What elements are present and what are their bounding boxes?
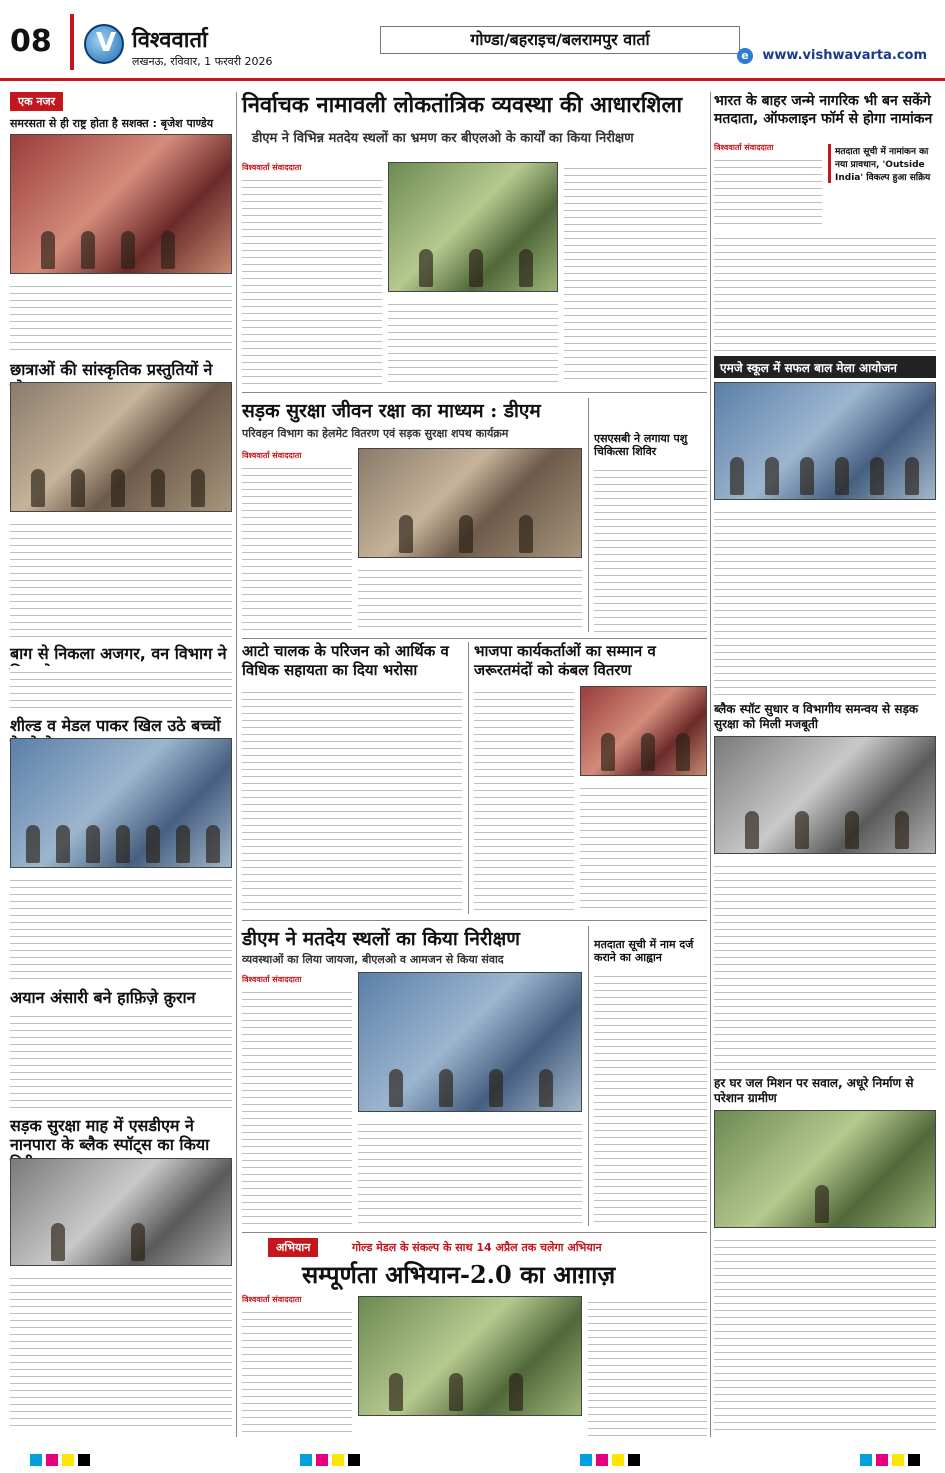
article-body: [10, 666, 232, 710]
section-title: गोण्डा/बहराइच/बलरामपुर वार्ता: [380, 26, 740, 54]
article-body: [580, 782, 707, 914]
article-headline: एसएसबी ने लगाया पशु चिकित्सा शिविर: [594, 432, 688, 458]
section-rule: [242, 392, 707, 393]
brand-name: विश्ववार्ता: [132, 28, 208, 53]
article-headline: हर घर जल मिशन पर सवाल, अधूरे निर्माण से परेशान ग्रामीण: [714, 1076, 914, 1105]
column-rule: [588, 926, 589, 1226]
article-title: समरसता से ही राष्ट्र होता है सशक्त : बृजेश पाण्डेय: [10, 117, 214, 130]
header-rule: [0, 78, 945, 81]
article-body: [474, 686, 574, 914]
column-rule: [236, 92, 237, 1437]
section-rule: [242, 1232, 707, 1233]
article-title: शील्ड व मेडल पाकर खिल उठे बच्चों: [10, 716, 221, 735]
article-title: छात्राओं की सांस्कृतिक प्रस्तुतियों ने: [10, 360, 213, 379]
article-body: [10, 874, 232, 982]
article-headline: भाजपा कार्यकर्ताओं का सम्मान व जरूरतमंदों को कंबल वितरण: [474, 642, 656, 679]
print-registration-bar: [0, 1448, 945, 1473]
article-photo: [358, 448, 582, 558]
article-body: [714, 154, 822, 226]
article-body: [714, 1234, 936, 1434]
article-title: सड़क सुरक्षा माह में एसडीएम ने नानपारा के ब्लैक स्पॉट्स का किया: [10, 1116, 210, 1154]
byline: विश्ववार्ता संवाददाता: [242, 1295, 302, 1304]
center-column: [242, 92, 707, 1437]
section-tag: एक नजर: [10, 92, 63, 111]
byline: विश्ववार्ता संवाददाता: [242, 975, 302, 984]
column-rule: [468, 642, 469, 914]
article-photo: [10, 134, 232, 274]
article-subheadline: व्यवस्थाओं का लिया जायजा, बीएलओ व आमजन से किया संवाद: [242, 953, 504, 966]
article-photo: [10, 382, 232, 512]
lead-headline: निर्वाचक नामावली लोकतांत्रिक व्यवस्था की आधारशिला: [242, 92, 683, 118]
article-photo: [388, 162, 558, 292]
article-body: [242, 174, 382, 384]
article-photo: [580, 686, 707, 776]
article-headline: ब्लैक स्पॉट सुधार व विभागीय समन्वय से सड़क सुरक्षा को मिली मजबूती: [714, 702, 919, 731]
column-rule: [588, 398, 589, 632]
masthead: [0, 0, 945, 80]
article-body: [10, 1010, 232, 1110]
article-body: [594, 464, 707, 632]
byline: विश्ववार्ता संवाददाता: [242, 451, 302, 460]
article-body: [358, 564, 582, 632]
article-headline: मतदाता सूची में नाम दर्ज कराने का आह्वान: [594, 938, 694, 964]
article-photo: [10, 1158, 232, 1266]
article-body: [594, 970, 707, 1226]
article-body: [242, 686, 462, 914]
article-photo: [358, 972, 582, 1112]
article-photo: [714, 1110, 936, 1228]
article-body: [388, 298, 558, 384]
section-rule: [242, 920, 707, 921]
article-photo: [714, 736, 936, 854]
article-headline: सड़क सुरक्षा जीवन रक्षा का माध्यम : डीएम: [242, 400, 541, 422]
article-photo: [10, 738, 232, 868]
article-headline: भारत के बाहर जन्मे नागरिक भी बन सकेंगे मतदाता, ऑफलाइन फॉर्म से होगा नामांकन: [714, 93, 933, 127]
article-body: [242, 1306, 352, 1436]
globe-icon: e: [737, 48, 753, 64]
pull-quote: मतदाता सूची में नामांकन का नया प्रावधान, 'Outside India' विकल्प हुआ सक्रिय: [828, 144, 936, 183]
article-kicker: गोल्ड मेडल के संकल्प के साथ 14 अप्रैल तक चलेगा अभियान: [352, 1241, 602, 1254]
article-headline: डीएम ने मतदेय स्थलों का किया निरीक्षण: [242, 928, 520, 950]
article-body: [10, 280, 232, 352]
article-title: अयान अंसारी बने हाफ़िज़े क़ुरान: [10, 988, 196, 1007]
article-body: [358, 1118, 582, 1226]
masthead-divider: [70, 14, 74, 70]
article-body: [564, 162, 707, 384]
article-headline: आटो चालक के परिजन को आर्थिक व विधिक सहायता का दिया भरोसा: [242, 642, 449, 679]
byline: विश्ववार्ता संवाददाता: [242, 163, 302, 172]
article-body: [242, 986, 352, 1226]
section-rule: [242, 638, 707, 639]
article-photo: [358, 1296, 582, 1416]
right-column: [714, 92, 936, 1437]
article-subheadline: परिवहन विभाग का हेलमेट वितरण एवं सड़क सुरक्षा शपथ कार्यक्रम: [242, 427, 509, 440]
article-body: [588, 1296, 707, 1436]
article-title: बाग से निकला अजगर, वन विभाग ने: [10, 644, 227, 663]
section-tag: अभियान: [268, 1238, 318, 1257]
article-body: [242, 462, 352, 632]
byline: विश्ववार्ता संवाददाता: [714, 143, 774, 152]
article-headline: एमजे स्कूल में सफल बाल मेला आयोजन: [714, 356, 936, 378]
article-body: [10, 518, 232, 638]
website-link[interactable]: www.vishwavarta.com: [762, 48, 927, 63]
article-body: [714, 232, 936, 352]
column-rule: [710, 92, 711, 1437]
article-body: [714, 506, 936, 696]
lead-subheadline: डीएम ने विभिन्न मतदेय स्थलों का भ्रमण कर बीएलओ के कार्यों का किया निरीक्षण: [252, 131, 634, 146]
article-body: [714, 860, 936, 1070]
article-headline: सम्पूर्णता अभियान-2.0 का आग़ाज़: [302, 1260, 616, 1289]
page-number: 08: [10, 24, 52, 59]
brand-logo-icon: [84, 24, 124, 64]
article-photo: [714, 382, 936, 500]
left-column: [10, 92, 232, 1437]
article-body: [10, 1272, 232, 1432]
dateline: लखनऊ, रविवार, 1 फरवरी 2026: [132, 55, 273, 68]
